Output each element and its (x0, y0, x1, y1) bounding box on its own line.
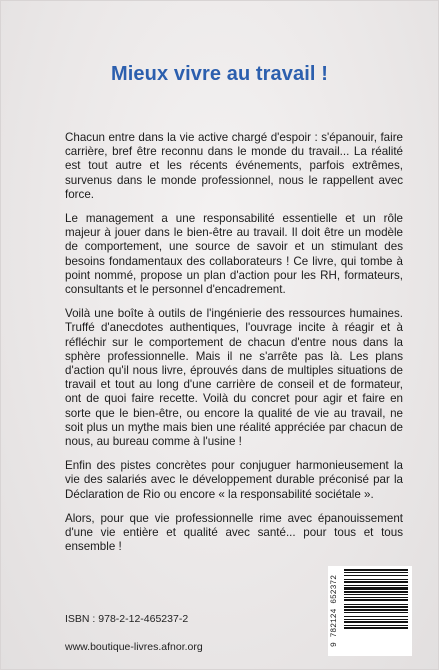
paragraph: Le management a une responsabilité essentielle et un rôle majeur à jouer dans le bien-être au travail. Il doit être un modèle de comportement, une source de savoir et un stimulant des besoins fondamentaux des collaborateurs ! Ce livre, qui tombe à point nommé, propose un plan d'action pour les RH, formateurs, consultants et le personnel d'encadrement. (65, 212, 403, 297)
barcode-digits: 9 782124 652372 (330, 575, 339, 648)
isbn-text: ISBN : 978-2-12-465237-2 (65, 613, 189, 625)
paragraph: Voilà une boîte à outils de l'ingénierie des ressources humaines. Truffé d'anecdotes authentiques, l'ouvrage incite à réagir et à réfléchir sur le comportement de chacun d'entre nous dans la sphère professionnelle. Mais il ne s'arrête pas là. Les plans d'action qu'il nous livre, éprouvés dans de multiples situations de travail et tout au long d'une carrière de conseil et de formateur, ont de quoi faire recette. Voilà du concret pour agir et faire en sorte que le bien-être, ou encore la qualité de vie au travail, ne soit plus un mythe mais bien une réalité appréciée par chacun de nous, au bureau comme à l'usine ! (65, 307, 403, 449)
paragraph: Alors, pour que vie professionnelle rime avec épanouissement d'une vie entière et qualité avec santé... pour tous et tous ensemble ! (65, 511, 403, 554)
barcode-icon (328, 566, 412, 656)
paragraph: Chacun entre dans la vie active chargé d'espoir : s'épanouir, faire carrière, bref être reconnu dans le monde du travail... La réalité est tout autre et les récents événements, parfois extrêmes, survenus dans le monde professionnel, nous le rappellent avec force. (65, 131, 403, 201)
page-title: Mieux vivre au travail ! (111, 63, 328, 85)
blurb-text (65, 131, 403, 564)
paragraph: Enfin des pistes concrètes pour conjuguer harmonieusement la vie des salariés avec le développement durable préconisé par la Déclaration de Rio ou encore « la responsabilité sociétale ». (65, 459, 403, 501)
website-link[interactable]: www.boutique-livres.afnor.org (65, 641, 203, 653)
